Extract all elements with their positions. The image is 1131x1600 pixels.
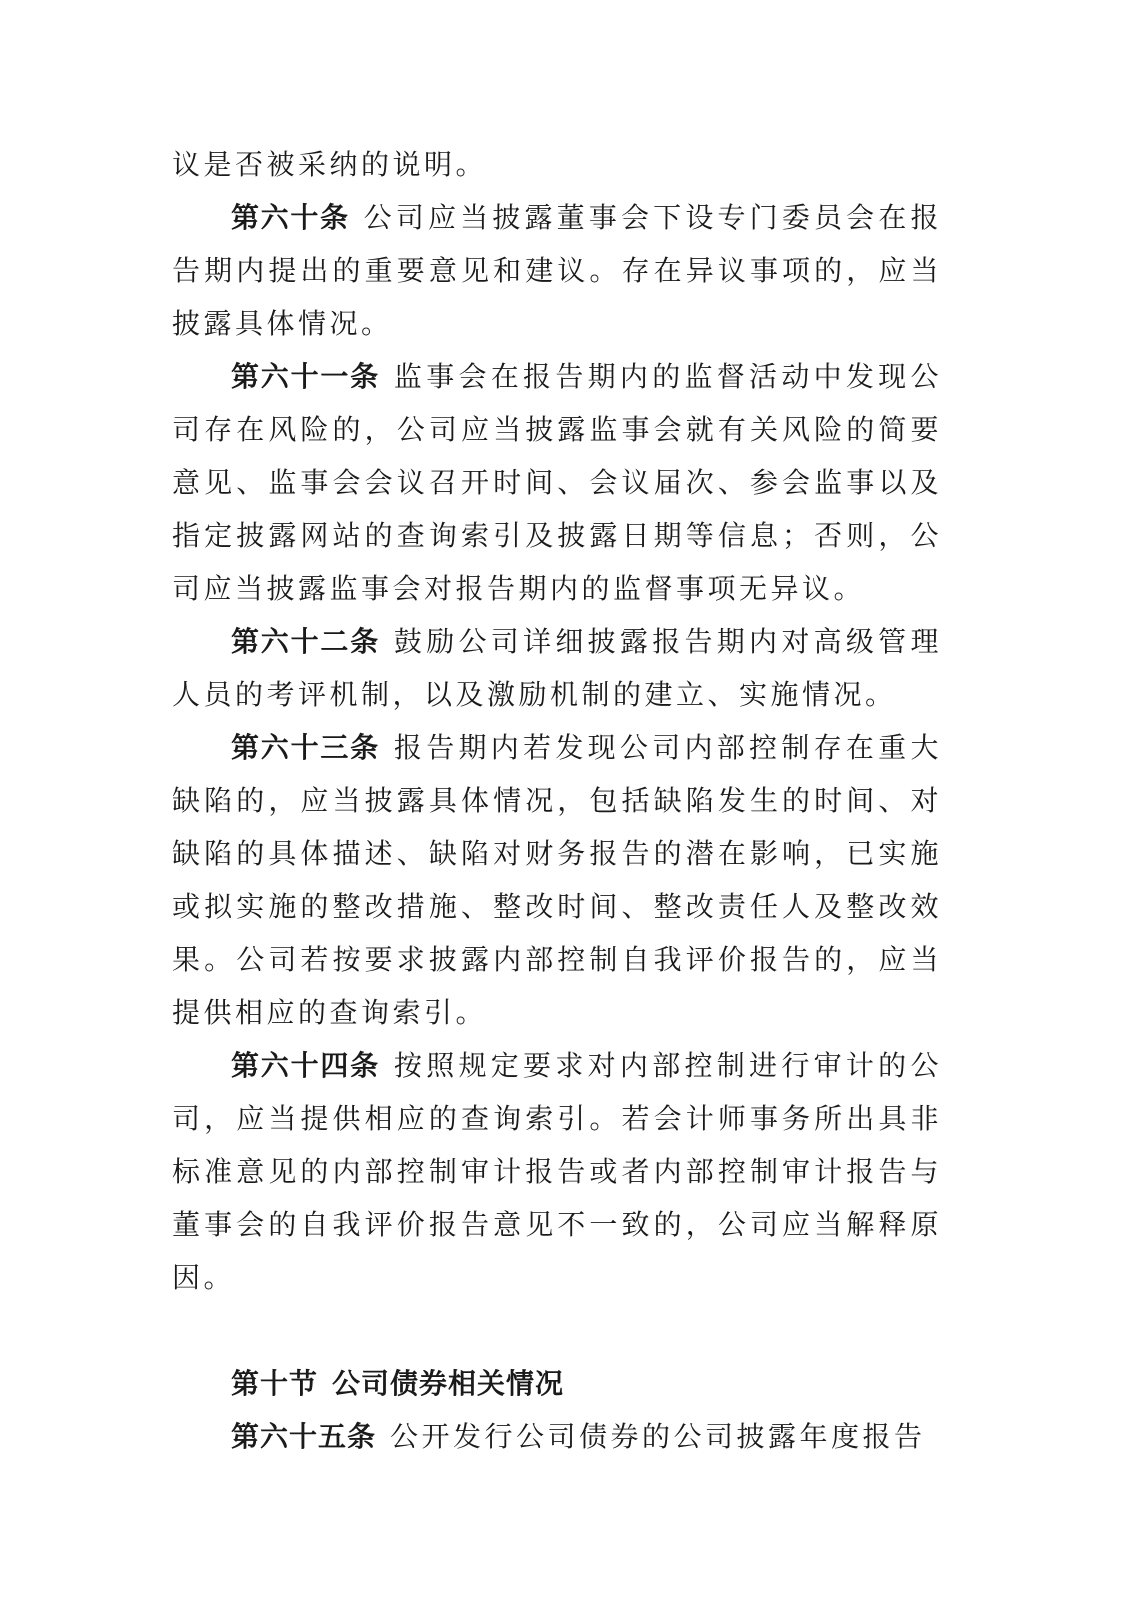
article-text: 报告期内若发现公司内部控制存在重大缺陷的，应当披露具体情况，包括缺陷发生的时间、对缺陷的具体描述、缺陷对财务报告的潜在影响，已实施或拟实施的整改措施、整改时间、整改责任人及整改效果。公司若按要求披露内部控制自我评价报告的，应当提供相应的查询索引。	[172, 731, 942, 1029]
section-number: 第十节	[231, 1367, 319, 1400]
article-number: 第六十三条	[231, 731, 380, 764]
article-60	[172, 191, 942, 350]
article-63	[172, 721, 942, 1039]
article-61	[172, 350, 942, 615]
article-62	[172, 615, 942, 721]
article-text: 监事会在报告期内的监督活动中发现公司存在风险的，公司应当披露监事会就有关风险的简要意见、监事会会议召开时间、会议届次、参会监事以及指定披露网站的查询索引及披露日期等信息；否则，公司应当披露监事会对报告期内的监督事项无异议。	[172, 360, 942, 605]
article-text: 公司应当披露董事会下设专门委员会在报告期内提出的重要意见和建议。存在异议事项的，应当披露具体情况。	[172, 201, 942, 340]
continuation-text: 议是否被采纳的说明。	[172, 148, 488, 181]
document-body	[172, 138, 942, 1463]
article-text: 公开发行公司债券的公司披露年度报告	[390, 1420, 926, 1453]
article-text: 按照规定要求对内部控制进行审计的公司，应当提供相应的查询索引。若会计师事务所出具非标准意见的内部控制审计报告或者内部控制审计报告与董事会的自我评价报告意见不一致的，公司应当解释原因。	[172, 1049, 942, 1294]
article-number: 第六十一条	[231, 360, 380, 393]
article-64	[172, 1039, 942, 1304]
article-number: 第六十二条	[231, 625, 380, 658]
article-text: 鼓励公司详细披露报告期内对高级管理人员的考评机制，以及激励机制的建立、实施情况。	[172, 625, 942, 711]
article-number: 第六十五条	[231, 1420, 377, 1453]
continuation-paragraph	[172, 138, 942, 191]
article-number: 第六十条	[231, 201, 350, 234]
article-65	[172, 1410, 942, 1463]
article-number: 第六十四条	[231, 1049, 380, 1082]
section-title: 公司债券相关情况	[332, 1367, 565, 1400]
section-heading	[172, 1357, 942, 1410]
